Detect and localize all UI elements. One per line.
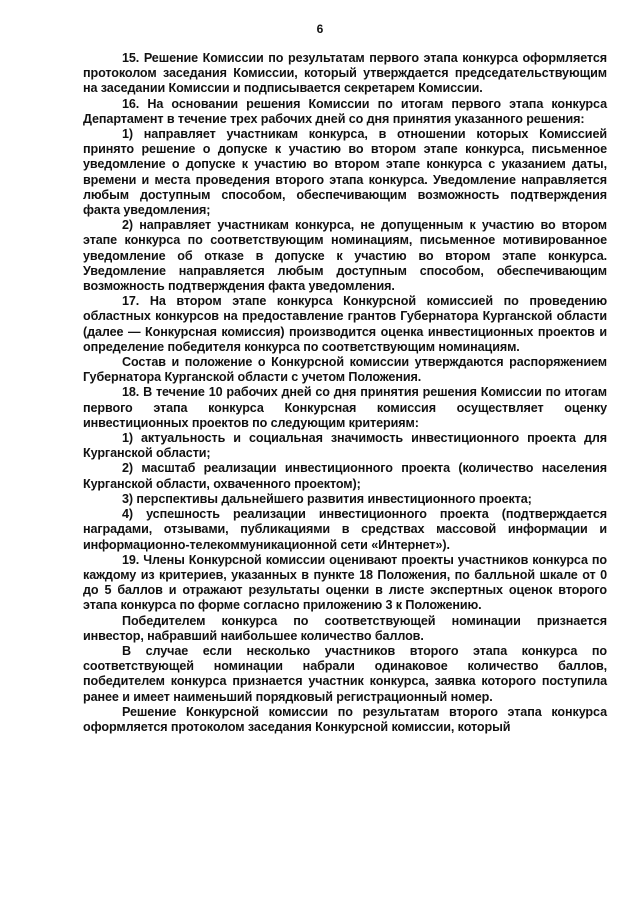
- paragraph-18: 18. В течение 10 рабочих дней со дня принятия решения Комиссии по итогам первого этапа конкурса Конкурсная комиссия осуществляет оценку инвестиционных проектов по следующим критериям:: [83, 385, 607, 430]
- paragraph-16-item-2: 2) направляет участникам конкурса, не допущенным к участию во втором этапе конкурса по соответствующим номинациям, письменное мотивированное уведомление об отказе в допуске к участию во втором этапе конкурса. Уведомление направляется любым доступным способом, обеспечивающим возможность подтверждения факта уведомления.: [83, 218, 607, 294]
- paragraph-19-decision: Решение Конкурсной комиссии по результатам второго этапа конкурса оформляется протоколом заседания Конкурсной комиссии, который: [83, 704, 607, 734]
- paragraph-16: 16. На основании решения Комиссии по итогам первого этапа конкурса Департамент в течение трех рабочих дней со дня принятия указанного решения:: [83, 96, 607, 126]
- paragraph-18-criterion-3: 3) перспективы дальнейшего развития инвестиционного проекта;: [122, 491, 532, 506]
- body-text: [83, 51, 607, 735]
- page-number: 6: [316, 22, 324, 36]
- paragraph-18-criterion-4: 4) успешность реализации инвестиционного проекта (подтверждается наградами, отзывами, публикациями в средствах массовой информации и информационно-телекоммуникационной сети «Интернет»).: [83, 507, 607, 552]
- paragraph-19: 19. Члены Конкурсной комиссии оценивают проекты участников конкурса по каждому из критериев, указанных в пункте 18 Положения, по балльной шкале от 0 до 5 баллов и отражают результаты оценки в листе экспертных оценок второго этапа конкурса по форме согласно приложению 3 к Положению.: [83, 552, 607, 613]
- paragraph-17-composition: Состав и положение о Конкурсной комиссии утверждаются распоряжением Губернатора Курганской области с учетом Положения.: [83, 355, 607, 385]
- paragraph-15: 15. Решение Комиссии по результатам первого этапа конкурса оформляется протоколом заседания Комиссии, который утверждается председательствующим на заседании Комиссии и подписывается секретарем Комиссии.: [83, 51, 607, 96]
- paragraph-19-tie: В случае если несколько участников второго этапа конкурса по соответствующей номинации набрали одинаковое количество баллов, победителем конкурса признается участник конкурса, заявка которого поступила ранее и имеет наименьший порядковый регистрационный номер.: [83, 643, 607, 704]
- paragraph-18-criterion-2: 2) масштаб реализации инвестиционного проекта (количество населения Курганской области, охваченного проектом);: [83, 461, 607, 491]
- paragraph-19-winner: Победителем конкурса по соответствующей номинации признается инвестор, набравший наибольшее количество баллов.: [83, 613, 607, 643]
- paragraph-16-item-1: 1) направляет участникам конкурса, в отношении которых Комиссией принято решение о допуске к участию во втором этапе конкурса, письменное уведомление о допуске к участию во втором этапе конкурса с указанием даты, времени и места проведения второго этапа конкурса. Уведомление направляется любым доступным способом, обеспечивающим возможность подтверждения факта уведомления;: [83, 127, 607, 218]
- paragraph-18-criterion-1: 1) актуальность и социальная значимость инвестиционного проекта для Курганской области;: [83, 431, 607, 461]
- paragraph-17: 17. На втором этапе конкурса Конкурсной комиссией по проведению областных конкурсов на предоставление грантов Губернатора Курганской области (далее — Конкурсная комиссия) производится оценка инвестиционных проектов и определение победителя конкурса по соответствующим номинациям.: [83, 294, 607, 354]
